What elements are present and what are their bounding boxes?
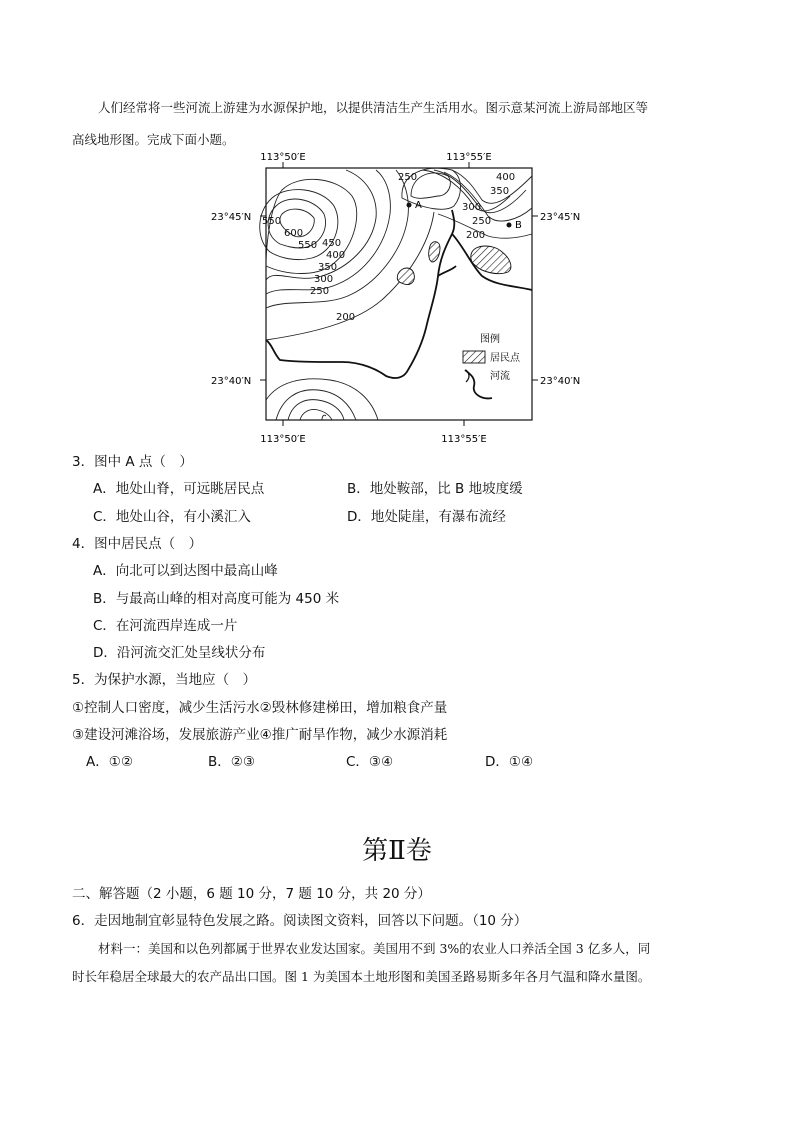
q3-stem: 3．图中 A 点（ ） — [72, 454, 193, 470]
contour-label: 250 — [310, 286, 330, 297]
material-line-1: 材料一：美国和以色列都属于世界农业发达国家。美国用不到 3%的农业人口养活全国 3 亿多人，同 — [98, 941, 651, 956]
map-frame — [266, 168, 532, 420]
material-line-2: 时长年稳居全球最大的农产品出口国。图 1 为美国本土地形图和美国圣路易斯多年各月气温和降水量图。 — [72, 969, 651, 984]
q3-option-d: D．地处陡崖，有瀑布流经 — [347, 509, 506, 525]
contour-label: 350 — [490, 186, 510, 197]
contour-label: 550 — [298, 240, 318, 251]
settlement-1 — [397, 268, 414, 285]
point-b-label: B — [515, 220, 522, 231]
contour-label: 350 — [318, 262, 338, 273]
contour-lines — [260, 168, 532, 420]
contour-label: 450 — [322, 238, 342, 249]
intro-line-1: 人们经常将一些河流上游建为水源保护地，以提供清洁生产生活用水。图示意某河流上游局部地区等 — [98, 100, 649, 115]
intro-paragraph — [72, 92, 722, 156]
coord-left-lower: 23°40′N — [211, 376, 252, 387]
contour-label: 250 — [472, 216, 492, 227]
contour-label: 250 — [398, 172, 418, 183]
contour-label: 300 — [314, 274, 334, 285]
q4-option-d: D．沿河流交汇处呈线状分布 — [93, 645, 266, 661]
q5-statement-line-2: ③建设河滩浴场，发展旅游产业④推广耐旱作物，减少水源消耗 — [72, 727, 448, 743]
legend-settlement-swatch — [463, 351, 485, 363]
q5-option-a: A．①② — [86, 754, 133, 770]
coord-right-lower: 23°40′N — [540, 376, 581, 387]
map-ticks — [260, 162, 538, 426]
q3-option-b: B．地处鞍部，比 B 地坡度缓 — [347, 481, 523, 497]
coord-right-upper: 23°45′N — [540, 212, 581, 223]
q5-option-b: B．②③ — [208, 754, 255, 770]
settlements — [397, 242, 511, 285]
q5-option-c: C．③④ — [346, 754, 394, 770]
q3-option-c: C．地处山谷，有小溪汇入 — [93, 509, 251, 525]
coord-bottom-left: 113°50′E — [260, 434, 306, 445]
q5-stem: 5．为保护水源，当地应（ ） — [72, 672, 257, 688]
q5-option-d: D．①④ — [485, 754, 534, 770]
contour-label: 400 — [326, 250, 346, 261]
coord-left-upper: 23°45′N — [211, 212, 252, 223]
intro-line-2: 高线地形图。完成下面小题。 — [72, 132, 235, 147]
q4-stem: 4．图中居民点（ ） — [72, 536, 203, 552]
q4-option-c: C．在河流西岸连成一片 — [93, 618, 238, 634]
q4-option-b: B．与最高山峰的相对高度可能为 450 米 — [93, 591, 340, 607]
contour-label: 200 — [336, 312, 356, 323]
q5-statement-line-1: ①控制人口密度，减少生活污水②毁林修建梯田，增加粮食产量 — [72, 700, 448, 716]
contour-label: 300 — [462, 202, 482, 213]
settlement-2 — [429, 242, 440, 262]
coord-top-right: 113°55′E — [446, 152, 492, 163]
legend-title: 图例 — [480, 334, 500, 345]
contour-label: 600 — [284, 228, 304, 239]
section-2-header: 二、解答题（2 小题，6 题 10 分，7 题 10 分，共 20 分） — [72, 886, 431, 902]
point-b-marker — [507, 223, 512, 228]
coord-bottom-right: 113°55′E — [441, 434, 487, 445]
q3-option-a: A．地处山脊，可远眺居民点 — [93, 481, 265, 497]
contour-label: 400 — [496, 172, 516, 183]
legend-river-label: 河流 — [490, 371, 510, 382]
contour-map — [211, 148, 586, 445]
contour-label: 200 — [466, 230, 486, 241]
point-a-label: A — [415, 200, 422, 211]
q4-option-a: A．向北可以到达图中最高山峰 — [93, 563, 278, 579]
contour-label: 550 — [262, 216, 282, 227]
material-one — [72, 935, 724, 991]
coord-top-left: 113°50′E — [260, 152, 306, 163]
section-2-title: 第Ⅱ卷 — [362, 836, 432, 866]
q6-stem: 6．走因地制宜彰显特色发展之路。阅读图文资料，回答以下问题。（10 分） — [72, 913, 528, 929]
legend-settlement-label: 居民点 — [490, 353, 520, 364]
legend — [463, 332, 521, 382]
point-a-marker — [407, 203, 412, 208]
